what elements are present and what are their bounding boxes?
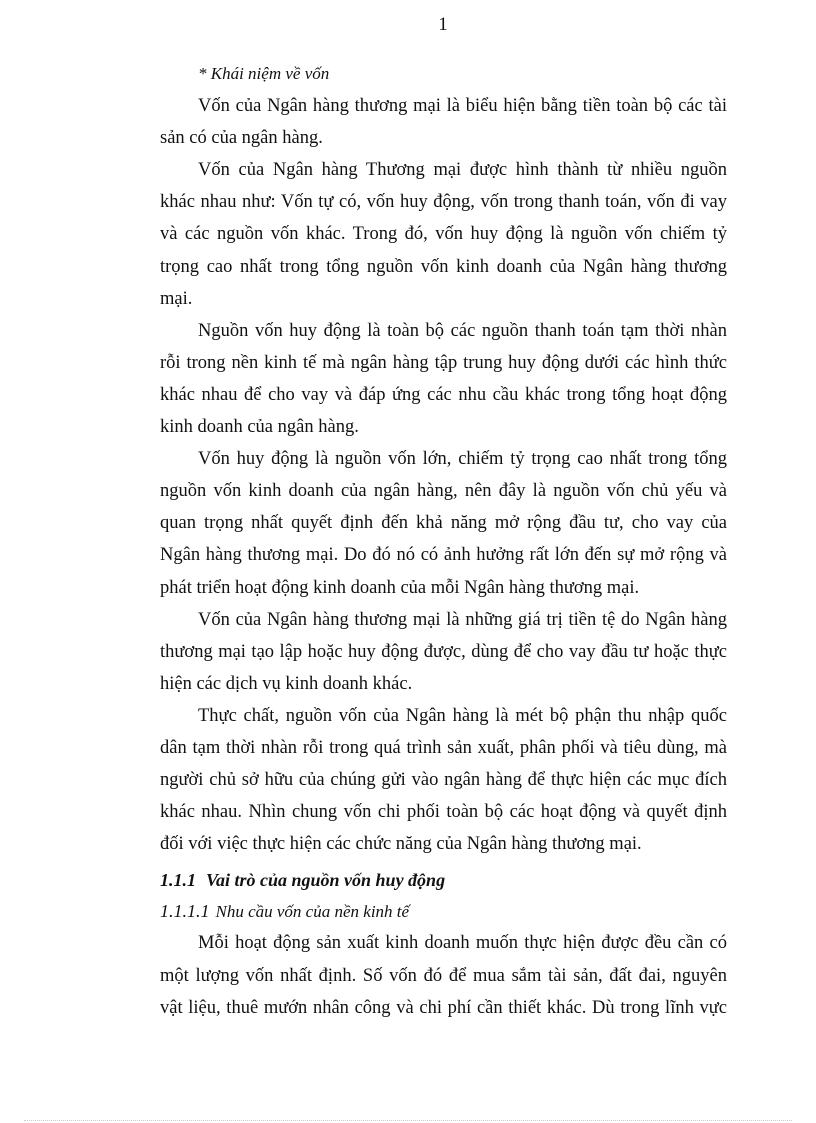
text-line: nguồn vốn kinh doanh của ngân hàng, nên đây là nguồn vốn chủ yếu và (160, 481, 727, 502)
text-line: Vốn của Ngân hàng Thương mại được hình thành từ nhiều nguồn (198, 160, 727, 181)
text-line: dân tạm thời nhàn rỗi trong quá trình sản xuất, phân phối và tiêu dùng, mà (160, 737, 727, 758)
text-line: Vốn huy động là nguồn vốn lớn, chiếm tỷ trọng cao nhất trong tổng (198, 449, 727, 470)
text-line: trọng cao nhất trong tổng nguồn vốn kinh doanh của Ngân hàng thương (160, 256, 727, 277)
page-number: 1 (438, 14, 448, 35)
paragraph (160, 927, 727, 1023)
text-line: khác nhau như: Vốn tự có, vốn huy động, vốn trong thanh toán, vốn đi vay (160, 192, 727, 213)
paragraph (160, 604, 727, 700)
paragraph (160, 315, 727, 443)
document-body (160, 58, 727, 1024)
text-line: vật liệu, thuê mướn nhân công và chi phí cần thiết khác. Dù trong lĩnh vực (160, 997, 727, 1018)
text-line: phát triển hoạt động kinh doanh của mỗi Ngân hàng thương mại. (160, 577, 640, 598)
paragraph (160, 90, 727, 154)
subsection-number: 1.1.1.1 (160, 901, 210, 922)
text-line: người chủ sở hữu của chúng gửi vào ngân hàng để thực hiện các mục đích (160, 770, 727, 791)
text-line: Thực chất, nguồn vốn của Ngân hàng là mét bộ phận thu nhập quốc (198, 705, 727, 726)
section-number: 1.1.1 (160, 870, 196, 891)
subsection-title: Nhu cầu vốn của nền kinh tế (215, 902, 410, 922)
final-paragraph (160, 927, 727, 1023)
text-line: một lượng vốn nhất định. Số vốn đó để mua sắm tài sản, đất đai, nguyên (160, 965, 727, 986)
section-title: Vai trò của nguồn vốn huy động (206, 870, 446, 891)
page-bottom-divider (24, 1120, 792, 1121)
text-line: Vốn của Ngân hàng thương mại là những giá trị tiền tệ do Ngân hàng (198, 609, 727, 630)
text-line: thương mại tạo lập hoặc huy động được, dùng để cho vay đầu tư hoặc thực (160, 641, 727, 662)
section-heading (160, 864, 727, 896)
paragraph (160, 154, 727, 314)
text-line: Nguồn vốn huy động là toàn bộ các nguồn thanh toán tạm thời nhàn (198, 320, 727, 341)
text-line: Vốn của Ngân hàng thương mại là biểu hiện bằng tiền toàn bộ các tài (198, 96, 727, 117)
text-line: hiện các dịch vụ kinh doanh khác. (160, 673, 413, 694)
text-line: khác nhau để cho vay và đáp ứng các nhu cầu khác trong tổng hoạt động (160, 384, 727, 405)
subsection-heading (160, 896, 727, 927)
text-line: mại. (160, 288, 193, 309)
text-line: rỗi trong nền kinh tế mà ngân hàng tập trung huy động dưới các hình thức (160, 352, 727, 373)
paragraph (160, 443, 727, 603)
text-line: Ngân hàng thương mại. Do đó nó có ảnh hưởng rất lớn đến sự mở rộng và (160, 545, 727, 566)
text-line: khác nhau. Nhìn chung vốn chi phối toàn bộ các hoạt động và quyết định (160, 802, 727, 823)
text-line: sản có của ngân hàng. (160, 128, 323, 149)
concept-heading: * Khái niệm về vốn (198, 64, 330, 83)
text-line: Mỗi hoạt động sản xuất kinh doanh muốn thực hiện được đều cần có (198, 933, 727, 954)
text-line: và các nguồn vốn khác. Trong đó, vốn huy động là nguồn vốn chiếm tỷ (160, 224, 727, 245)
text-line: kinh doanh của ngân hàng. (160, 417, 359, 438)
text-line: đối với việc thực hiện các chức năng của Ngân hàng thương mại. (160, 834, 642, 855)
text-line: quan trọng nhất quyết định đến khả năng mở rộng đầu tư, cho vay của (160, 513, 727, 534)
paragraphs (160, 90, 727, 860)
paragraph (160, 700, 727, 860)
